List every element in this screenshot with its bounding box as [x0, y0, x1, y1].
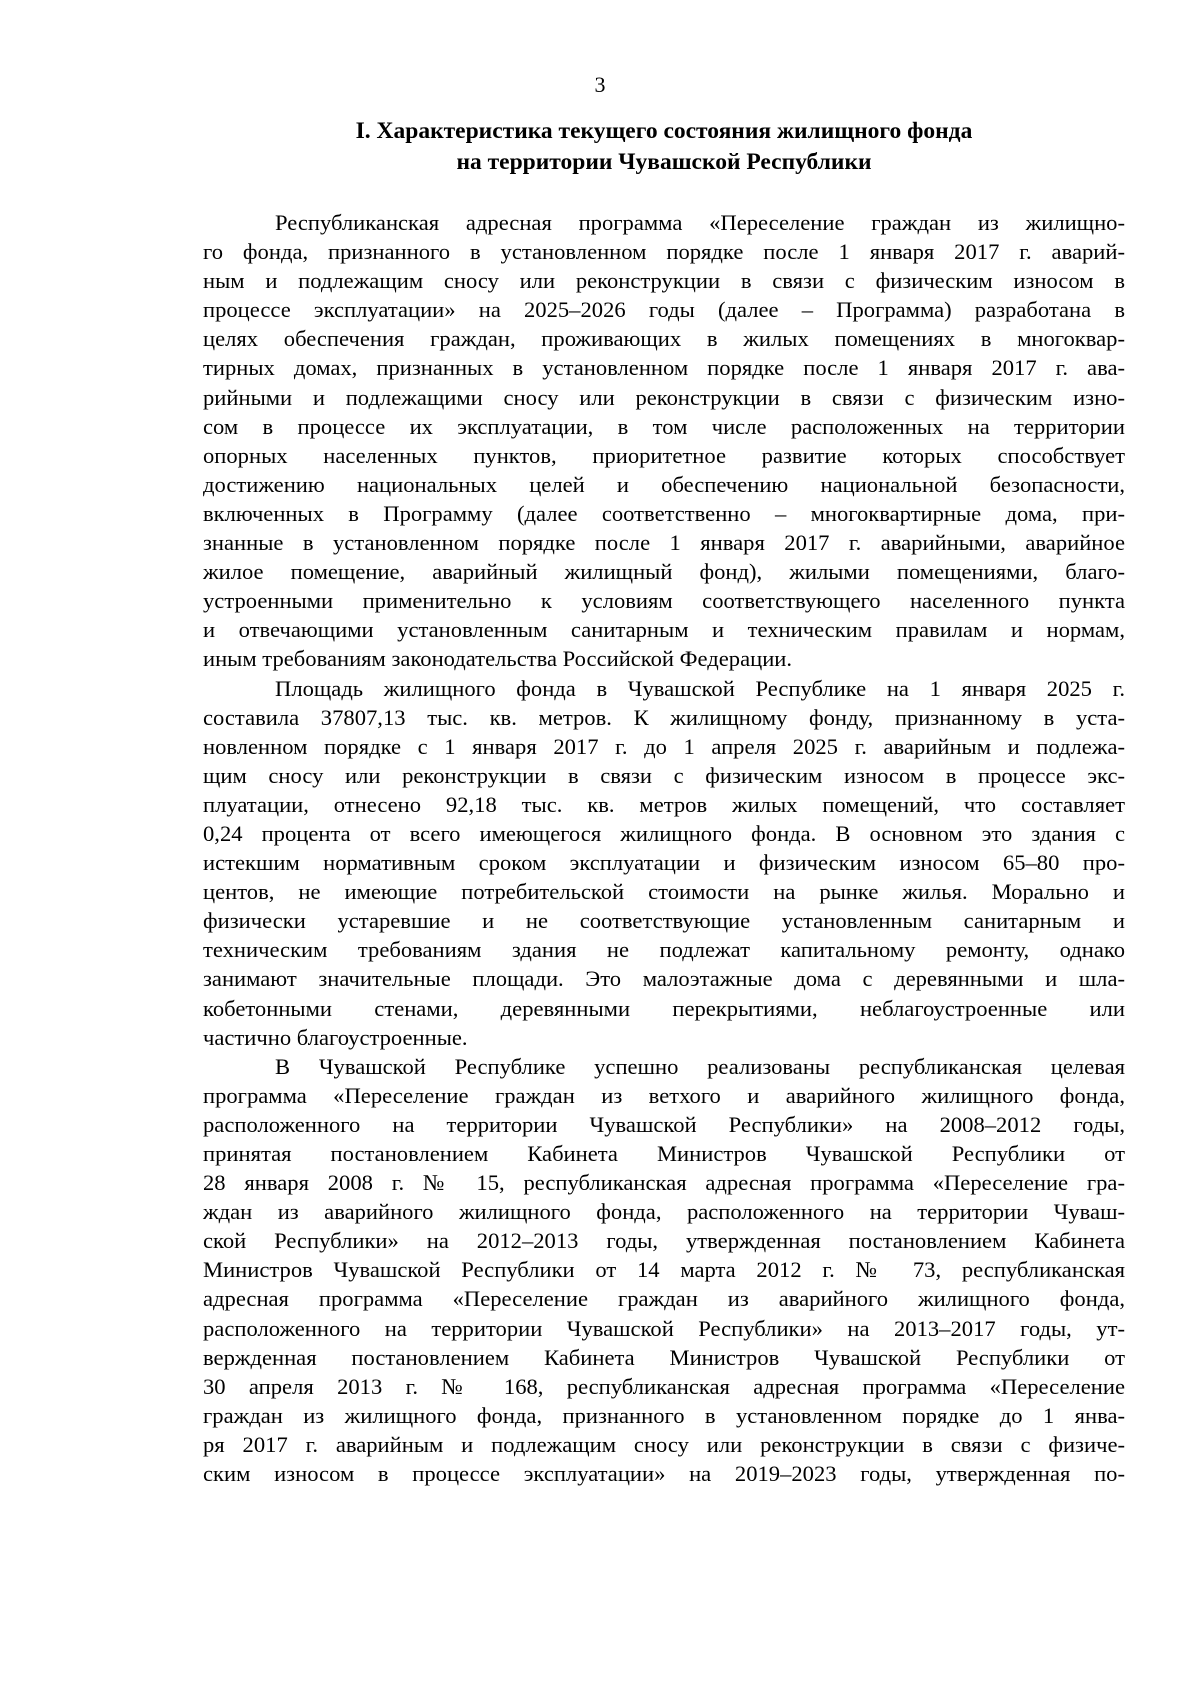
text-line: иным требованиям законодательства Российской Федерации. [203, 646, 793, 672]
text-line: техническим требованиям здания не подлежат капитальному ремонту, однако [203, 937, 1125, 963]
section-title-line-2: на территории Чувашской Республики [456, 149, 872, 175]
text-line: Министров Чувашской Республики от 14 марта 2012 г. № 73, республиканская [203, 1257, 1125, 1283]
text-line: центов, не имеющие потребительской стоимости на рынке жилья. Морально и [203, 879, 1125, 905]
text-line: рийными и подлежащими сносу или реконструкции в связи с физическим изно- [203, 384, 1125, 410]
text-line: программа «Переселение граждан из ветхого и аварийного жилищного фонда, [203, 1082, 1125, 1108]
text-line: устроенными применительно к условиям соответствующего населенного пункта [203, 588, 1125, 614]
text-line: го фонда, признанного в установленном порядке после 1 января 2017 г. аварий- [203, 239, 1125, 265]
text-line: ской Республики» на 2012–2013 годы, утвержденная постановлением Кабинета [203, 1228, 1125, 1254]
text-line: граждан из жилищного фонда, признанного в установленном порядке до 1 янва- [203, 1402, 1125, 1428]
text-line: 0,24 процента от всего имеющегося жилищного фонда. В основном это здания с [203, 820, 1125, 846]
text-line: расположенного на территории Чувашской Республики» на 2013–2017 годы, ут- [203, 1315, 1125, 1341]
text-line: ждан из аварийного жилищного фонда, расположенного на территории Чуваш- [203, 1199, 1125, 1225]
page-number: 3 [594, 72, 606, 97]
paragraph-3 [203, 1052, 1125, 1488]
text-line: тирных домах, признанных в установленном порядке после 1 января 2017 г. ава- [203, 355, 1125, 381]
text-line: кобетонными стенами, деревянными перекрытиями, неблагоустроенные или [203, 995, 1125, 1021]
text-line: знанные в установленном порядке после 1 января 2017 г. аварийными, аварийное [203, 530, 1125, 556]
text-line: физически устаревшие и не соответствующие установленным санитарным и [203, 908, 1125, 934]
text-line: ным и подлежащим сносу или реконструкции в связи с физическим износом в [203, 268, 1125, 294]
text-line: ским износом в процессе эксплуатации» на 2019–2023 годы, утвержденная по- [203, 1461, 1125, 1487]
text-line: и отвечающими установленным санитарным и техническим правилам и нормам, [203, 617, 1125, 643]
text-line: достижению национальных целей и обеспечению национальной безопасности, [203, 471, 1125, 497]
text-line: ря 2017 г. аварийным и подлежащим сносу или реконструкции в связи с физиче- [203, 1431, 1125, 1457]
text-line: принятая постановлением Кабинета Министров Чувашской Республики от [203, 1141, 1125, 1166]
text-line: плуатации, отнесено 92,18 тыс. кв. метров жилых помещений, что составляет [203, 791, 1125, 817]
section-title-line-1: I. Характеристика текущего состояния жилищного фонда [355, 118, 973, 144]
text-line: вержденная постановлением Кабинета Министров Чувашской Республики от [203, 1344, 1125, 1370]
text-line: занимают значительные площади. Это малоэтажные дома с деревянными и шла- [203, 966, 1125, 992]
text-line: истекшим нормативным сроком эксплуатации и физическим износом 65–80 про- [203, 850, 1125, 876]
text-line: жилое помещение, аварийный жилищный фонд), жилыми помещениями, благо- [203, 559, 1125, 585]
text-line: частично благоустроенные. [203, 1024, 468, 1050]
text-line: опорных населенных пунктов, приоритетное развитие которых способствует [203, 442, 1125, 468]
text-line: новленном порядке с 1 января 2017 г. до 1 апреля 2025 г. аварийным и подлежа- [203, 733, 1125, 759]
text-line: расположенного на территории Чувашской Республики» на 2008–2012 годы, [203, 1111, 1125, 1137]
text-line: составила 37807,13 тыс. кв. метров. К жилищному фонду, признанному в уста- [203, 704, 1125, 730]
text-line: 30 апреля 2013 г. № 168, республиканская адресная программа «Переселение [203, 1373, 1125, 1399]
paragraph-2 [203, 674, 1125, 1052]
text-line: щим сносу или реконструкции в связи с физическим износом в процессе экс- [203, 762, 1125, 788]
text-line: В Чувашской Республике успешно реализованы республиканская целевая [275, 1053, 1125, 1079]
body-text [203, 208, 1125, 1488]
text-line: включенных в Программу (далее соответственно – многоквартирные дома, при- [203, 500, 1125, 526]
text-line: 28 января 2008 г. № 15, республиканская адресная программа «Переселение гра- [203, 1170, 1125, 1196]
text-line: процессе эксплуатации» на 2025–2026 годы (далее – Программа) разработана в [203, 297, 1125, 323]
paragraph-1 [203, 208, 1125, 674]
text-line: адресная программа «Переселение граждан из аварийного жилищного фонда, [203, 1286, 1125, 1312]
section-title [200, 116, 1128, 178]
text-line: Площадь жилищного фонда в Чувашской Республике на 1 января 2025 г. [275, 675, 1125, 701]
text-line: сом в процессе их эксплуатации, в том числе расположенных на территории [203, 413, 1125, 439]
text-line: целях обеспечения граждан, проживающих в жилых помещениях в многоквар- [203, 326, 1125, 352]
text-line: Республиканская адресная программа «Переселение граждан из жилищно- [275, 210, 1125, 235]
